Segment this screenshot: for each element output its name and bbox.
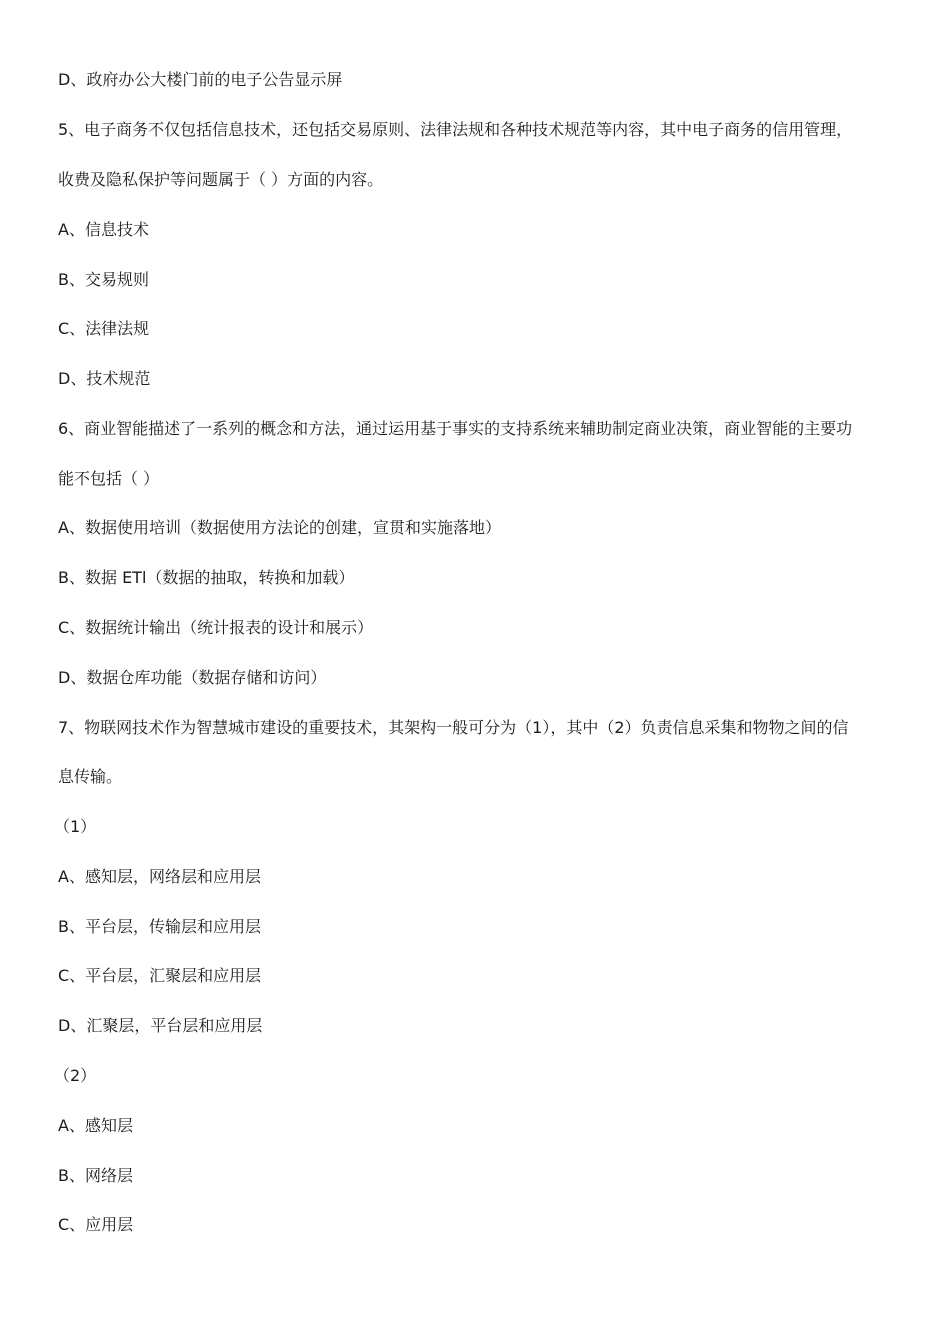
q6-option-b: B、数据 ETl（数据的抽取，转换和加载） [58, 568, 355, 587]
q6-option-a: A、数据使用培训（数据使用方法论的创建，宣贯和实施落地） [58, 518, 501, 537]
q7-part2-option-b: B、网络层 [58, 1166, 133, 1185]
q5-option-d: D、技术规范 [58, 369, 151, 388]
q7-part1-option-d: D、汇聚层，平台层和应用层 [58, 1016, 263, 1035]
q7-part1-label: （1） [54, 817, 97, 836]
q7-part1-option-a: A、感知层，网络层和应用层 [58, 867, 261, 886]
q6-option-d: D、数据仓库功能（数据存储和访问） [58, 668, 327, 687]
q5-option-b: B、交易规则 [58, 270, 149, 289]
q7-part2-label: （2） [54, 1066, 97, 1085]
q5-option-a: A、信息技术 [58, 220, 149, 239]
q6-option-c: C、数据统计输出（统计报表的设计和展示） [58, 618, 374, 637]
q6-stem-line2: 能不包括（ ） [58, 469, 160, 488]
q7-part2-option-c: C、应用层 [58, 1215, 134, 1234]
q5-option-c: C、法律法规 [58, 319, 150, 338]
q7-part1-option-b: B、平台层，传输层和应用层 [58, 917, 261, 936]
q7-part2-option-a: A、感知层 [58, 1116, 133, 1135]
q7-stem-line1: 7、物联网技术作为智慧城市建设的重要技术，其架构一般可分为（1），其中（2）负责信息采集和物物之间的信 [58, 718, 849, 737]
prev-option-d: D、政府办公大楼门前的电子公告显示屏 [58, 70, 343, 89]
q5-stem-line1: 5、电子商务不仅包括信息技术，还包括交易原则、法律法规和各种技术规范等内容，其中电子商务的信用管理， [58, 120, 853, 139]
q6-stem-line1: 6、商业智能描述了一系列的概念和方法，通过运用基于事实的支持系统来辅助制定商业决策，商业智能的主要功 [58, 419, 853, 438]
q7-part1-option-c: C、平台层，汇聚层和应用层 [58, 966, 262, 985]
q5-stem-line2: 收费及隐私保护等问题属于（ ）方面的内容。 [58, 170, 384, 189]
q7-stem-line2: 息传输。 [58, 767, 123, 786]
